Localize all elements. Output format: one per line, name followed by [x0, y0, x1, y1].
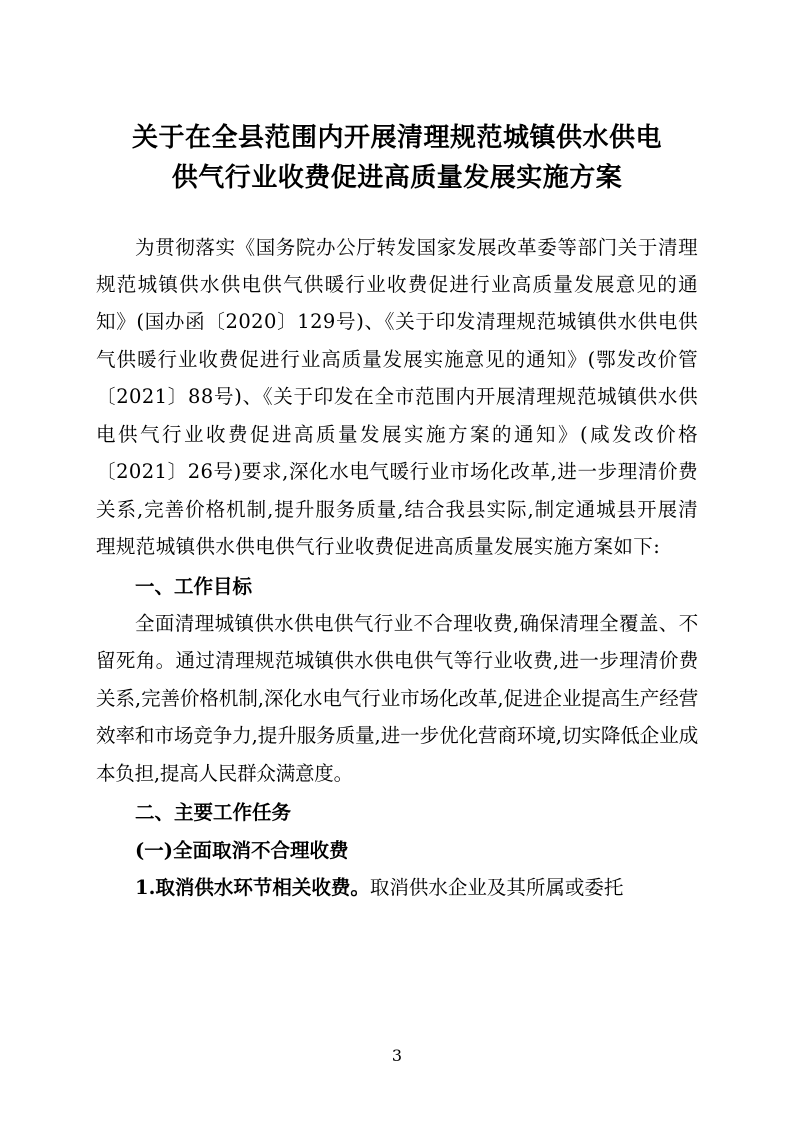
list-item-one-label: 1.取消供水环节相关收费。	[135, 876, 370, 900]
subsection-heading-one: (一)全面取消不合理收费	[135, 838, 349, 862]
paragraph-section-one-body: 全面清理城镇供水供电供气行业不合理收费,确保清理全覆盖、不留死角。通过清理规范城镇供水供电供气等行业收费,进一步理清价费关系,完善价格机制,深化水电气行业市场化改革,促进企业提高生产经营效率和市场竞争力,提升服务质量,进一步优化营商环境,切实降低企业成本负担,提高人民群众满意度。	[96, 611, 698, 785]
list-item-one	[96, 869, 698, 906]
paragraph-intro: 为贯彻落实《国务院办公厅转发国家发展改革委等部门关于清理规范城镇供水供电供气供暖行业收费促进行业高质量发展意见的通知》(国办函〔2020〕129号)、《关于印发清理规范城镇供水供电供气供暖行业收费促进行业高质量发展实施意见的通知》(鄂发改价管〔2021〕88号)、《关于印发在全市范围内开展清理规范城镇供水供电供气行业收费促进高质量发展实施方案的通知》(咸发改价格〔2021〕26号)要求,深化水电气暖行业市场化改革,进一步理清价费关系,完善价格机制,提升服务质量,结合我县实际,制定通城县开展清理规范城镇供水供电供气行业收费促进高质量发展实施方案如下:	[96, 235, 698, 559]
page-title	[96, 118, 698, 199]
section-heading-one: 一、工作目标	[135, 574, 253, 598]
document-body	[96, 229, 698, 907]
title-line-2: 供气行业收费促进高质量发展实施方案	[171, 163, 623, 194]
section-heading-two: 二、主要工作任务	[135, 801, 292, 825]
list-item-one-text: 取消供水企业及其所属或委托	[369, 876, 624, 900]
title-line-1: 关于在全县范围内开展清理规范城镇供水供电	[131, 123, 662, 153]
page-number: 3	[391, 1046, 403, 1065]
